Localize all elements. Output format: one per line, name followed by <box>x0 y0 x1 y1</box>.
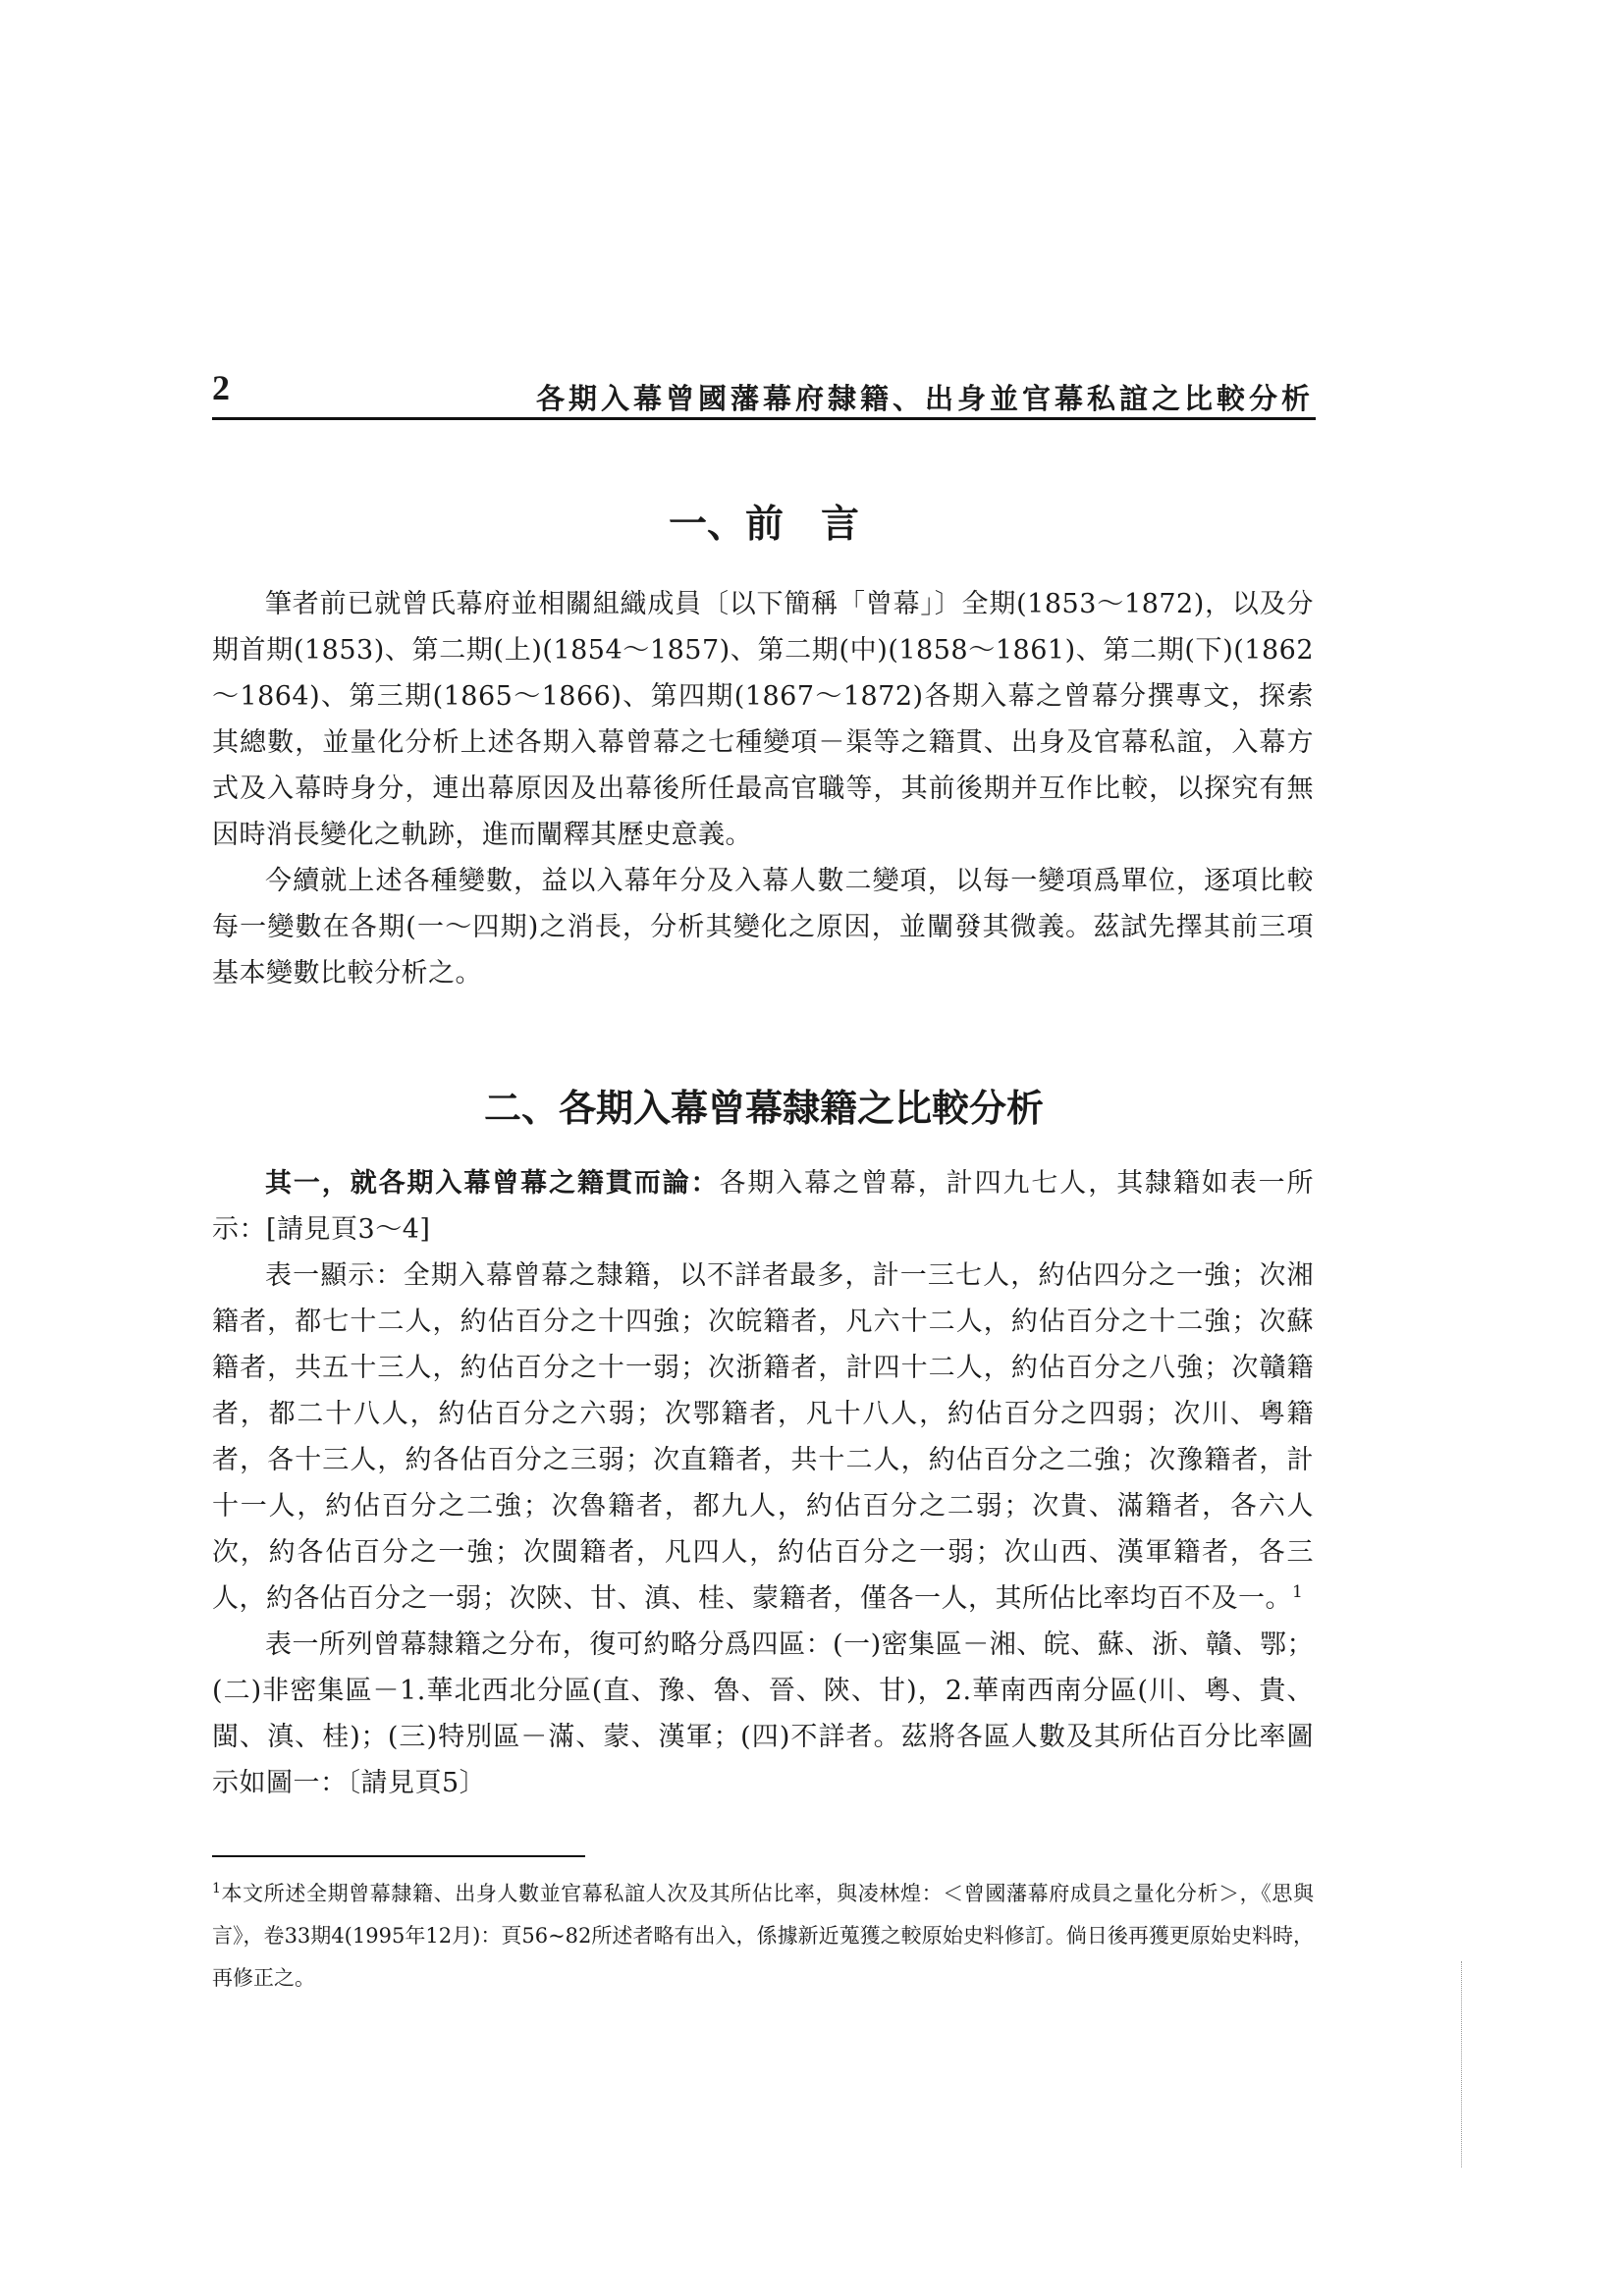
footnote-marker: 1 <box>212 1881 221 1896</box>
preface-body <box>212 581 1314 996</box>
paragraph: 筆者前已就曾氏幕府並相關組織成員〔以下簡稱「曾幕」〕全期(1853～1872)，以及分期首期(1853)、第二期(上)(1854～1857)、第二期(中)(1858～1861)、第二期(下)(1862～1864)、第三期(1865～1866)、第四期(1867～1872)各期入幕之曾幕分撰專文，探索其總數，並量化分析上述各期入幕曾幕之七種變項－渠等之籍貫、出身及官幕私誼，入幕方式及入幕時身分，連出幕原因及出幕後所任最高官職等，其前後期并互作比較，以探究有無因時消長變化之軌跡，進而闡釋其歷史意義。 <box>212 589 1314 850</box>
scan-artifact <box>1461 1961 1462 2167</box>
page-number: 2 <box>212 368 230 407</box>
paragraph: 今續就上述各種變數，益以入幕年分及入幕人數二變項，以每一變項爲單位，逐項比較每一變數在各期(一～四期)之消長，分析其變化之原因，並闡發其微義。茲試先擇其前三項基本變數比較分析之。 <box>212 866 1314 988</box>
paragraph-text: 各期入幕之曾幕，計四九七人，其隸籍如表一所示：[請見頁3～4] <box>212 1168 1315 1245</box>
section-title-comparison: 二、各期入幕曾幕隸籍之比較分析 <box>483 1087 1044 1130</box>
footnote-ref[interactable]: 1 <box>1292 1582 1304 1602</box>
section-title-preface <box>212 494 1316 549</box>
section-title-char-1: 前 <box>744 503 784 547</box>
paragraph <box>212 1160 1314 1253</box>
paragraph <box>212 1253 1314 1622</box>
footnote <box>212 1873 1314 2000</box>
section-title-char-2: 言 <box>821 503 860 547</box>
paragraph-text: 表一顯示：全期入幕曾幕之隸籍，以不詳者最多，計一三七人，約佔四分之一強；次湘籍者，都七十二人，約佔百分之十四強；次皖籍者，凡六十二人，約佔百分之十二強；次蘇籍者，共五十三人，約佔百分之十一弱；次浙籍者，計四十二人，約佔百分之八強；次贛籍者，都二十八人，約佔百分之六弱；次鄂籍者，凡十八人，約佔百分之四弱；次川、粵籍者，各十三人，約各佔百分之三弱；次直籍者，共十二人，約佔百分之二強；次豫籍者，計十一人，約佔百分之二強；次魯籍者，都九人，約佔百分之二弱；次貴、滿籍者，各六人次，約各佔百分之一強；次閩籍者，凡四人，約佔百分之一弱；次山西、漢軍籍者，各三人，約各佔百分之一弱；次陝、甘、滇、桂、蒙籍者，僅各一人，其所佔比率均百不及一。 <box>212 1260 1314 1614</box>
footnote-rule <box>212 1855 585 1857</box>
section-body <box>212 1160 1314 1806</box>
paragraph-lead: 其一，就各期入幕曾幕之籍貫而論： <box>265 1168 720 1199</box>
running-title: 各期入幕曾國藩幕府隸籍、出身並官幕私誼之比較分析 <box>535 382 1314 415</box>
header-rule <box>212 417 1316 420</box>
footnote-text: 本文所述全期曾幕隸籍、出身人數並官幕私誼人次及其所佔比率，與凌林煌：＜曾國藩幕府成員之量化分析＞，《思與言》，卷33期4(1995年12月)：頁56~82所述者略有出入，係據新近蒐獲之較原始史料修訂。倘日後再獲更原始史料時，再修正之。 <box>212 1882 1314 1990</box>
paragraph: 表一所列曾幕隸籍之分布，復可約略分爲四區：(一)密集區－湘、皖、蘇、浙、贛、鄂；(二)非密集區－1.華北西北分區(直、豫、魯、晉、陝、甘)，2.華南西南分區(川、粵、貴、閩、滇、桂)；(三)特別區－滿、蒙、漢軍；(四)不詳者。茲將各區人數及其所佔百分比率圖示如圖一：〔請見頁5〕 <box>212 1629 1314 1798</box>
section-number: 一、 <box>668 503 745 547</box>
